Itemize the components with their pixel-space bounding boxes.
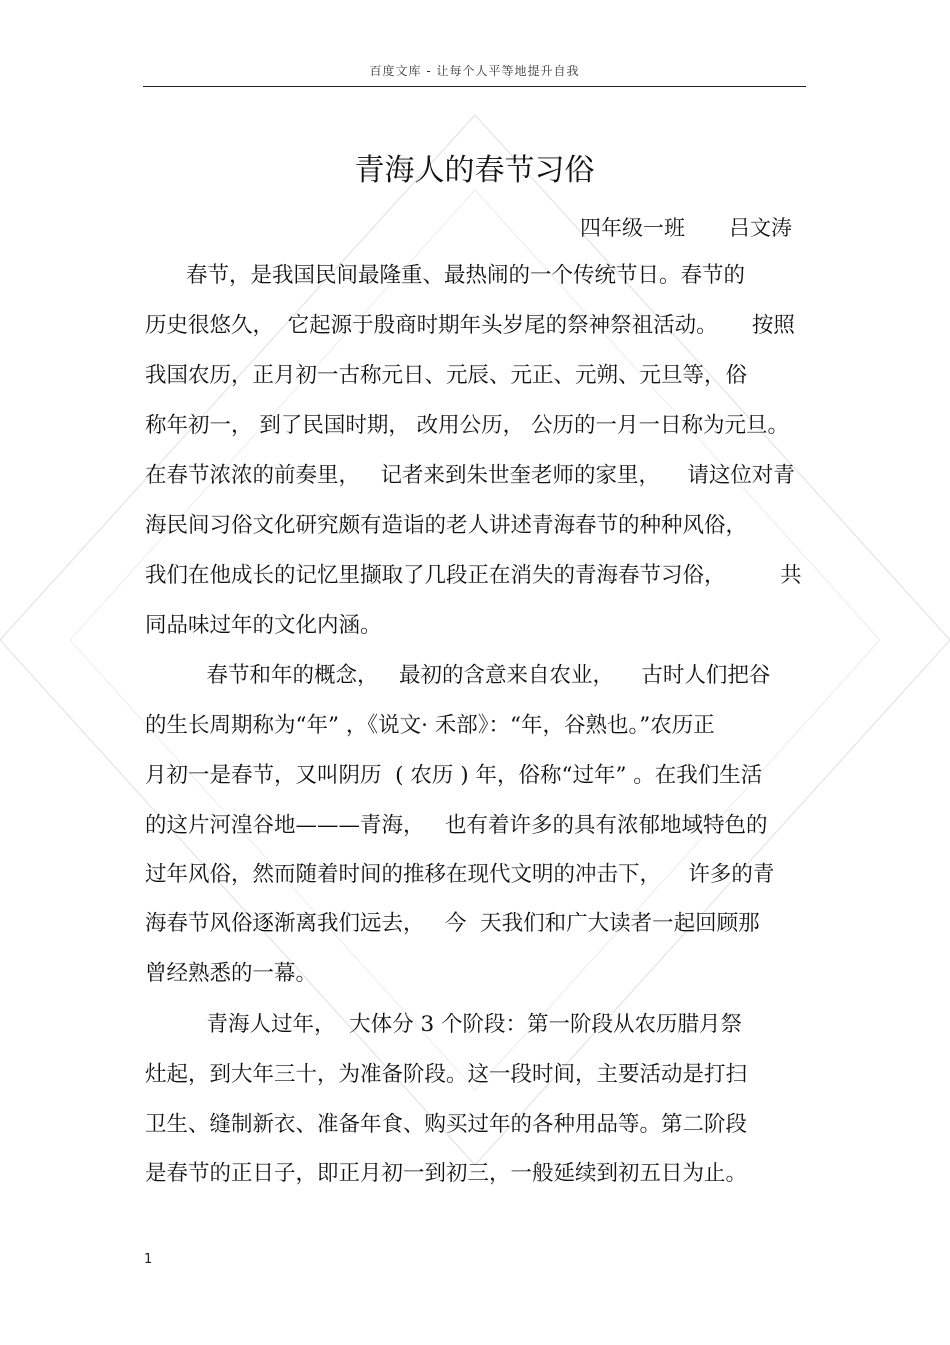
body-line: 月初一是春节，又叫阴历 ( 农历 ) 年，俗称“过年” 。在我们生活: [145, 763, 763, 788]
body-line: 过年风俗，然而随着时间的推移在现代文明的冲击下， 许多的青: [145, 862, 775, 887]
body-line: 历史很悠久， 它起源于殷商时期年头岁尾的祭神祭祖活动。 按照: [145, 313, 795, 338]
body-line: 称年初一， 到了民国时期， 改用公历， 公历的一月一日称为元旦。: [145, 413, 790, 438]
body-line: 卫生、缝制新衣、准备年食、购买过年的各种用品等。第二阶段: [145, 1112, 748, 1137]
body-line: 在春节浓浓的前奏里， 记者来到朱世奎老师的家里， 请这位对青: [145, 463, 795, 488]
page-header: 百度文库 - 让每个人平等地提升自我: [369, 64, 580, 78]
body-line: 的生长周期称为“年” ，《说文· 禾部》：“年，谷熟也。”农历正: [145, 713, 715, 738]
body-line: 海民间习俗文化研究颇有造诣的老人讲述青海春节的种种风俗，: [145, 513, 748, 538]
body-line: 灶起，到大年三十，为准备阶段。这一段时间，主要活动是打扫: [145, 1062, 748, 1087]
page-number: 1: [144, 1252, 153, 1267]
document-title: 青海人的春节习俗: [354, 153, 595, 188]
body-line: 的这片河湟谷地———青海， 也有着许多的具有浓郁地域特色的: [145, 813, 768, 838]
header-divider: [143, 86, 806, 87]
byline-class: 四年级一班: [580, 216, 685, 240]
body-line: 同品味过年的文化内涵。: [145, 613, 382, 638]
body-line: 春节，是我国民间最隆重、最热闹的一个传统节日。春节的: [145, 263, 746, 288]
byline-author: 吕文涛: [729, 216, 792, 240]
body-line: 我国农历，正月初一古称元日、元辰、元正、元朔、元旦等，俗: [145, 363, 748, 388]
body-line: 春节和年的概念， 最初的含意来自农业， 古时人们把谷: [145, 663, 771, 688]
body-line: 曾经熟悉的一幕。: [145, 961, 318, 986]
body-line: 海春节风俗逐渐离我们远去， 今 天我们和广大读者一起回顾那: [145, 911, 760, 936]
body-line: 我们在他成长的记忆里撷取了几段正在消失的青海春节习俗， 共: [145, 563, 802, 588]
byline: [580, 212, 792, 242]
body-line: 青海人过年， 大体分 3 个阶段：第一阶段从农历腊月祭: [145, 1012, 743, 1037]
body-line: 是春节的正日子，即正月初一到初三，一般延续到初五日为止。: [145, 1161, 748, 1186]
